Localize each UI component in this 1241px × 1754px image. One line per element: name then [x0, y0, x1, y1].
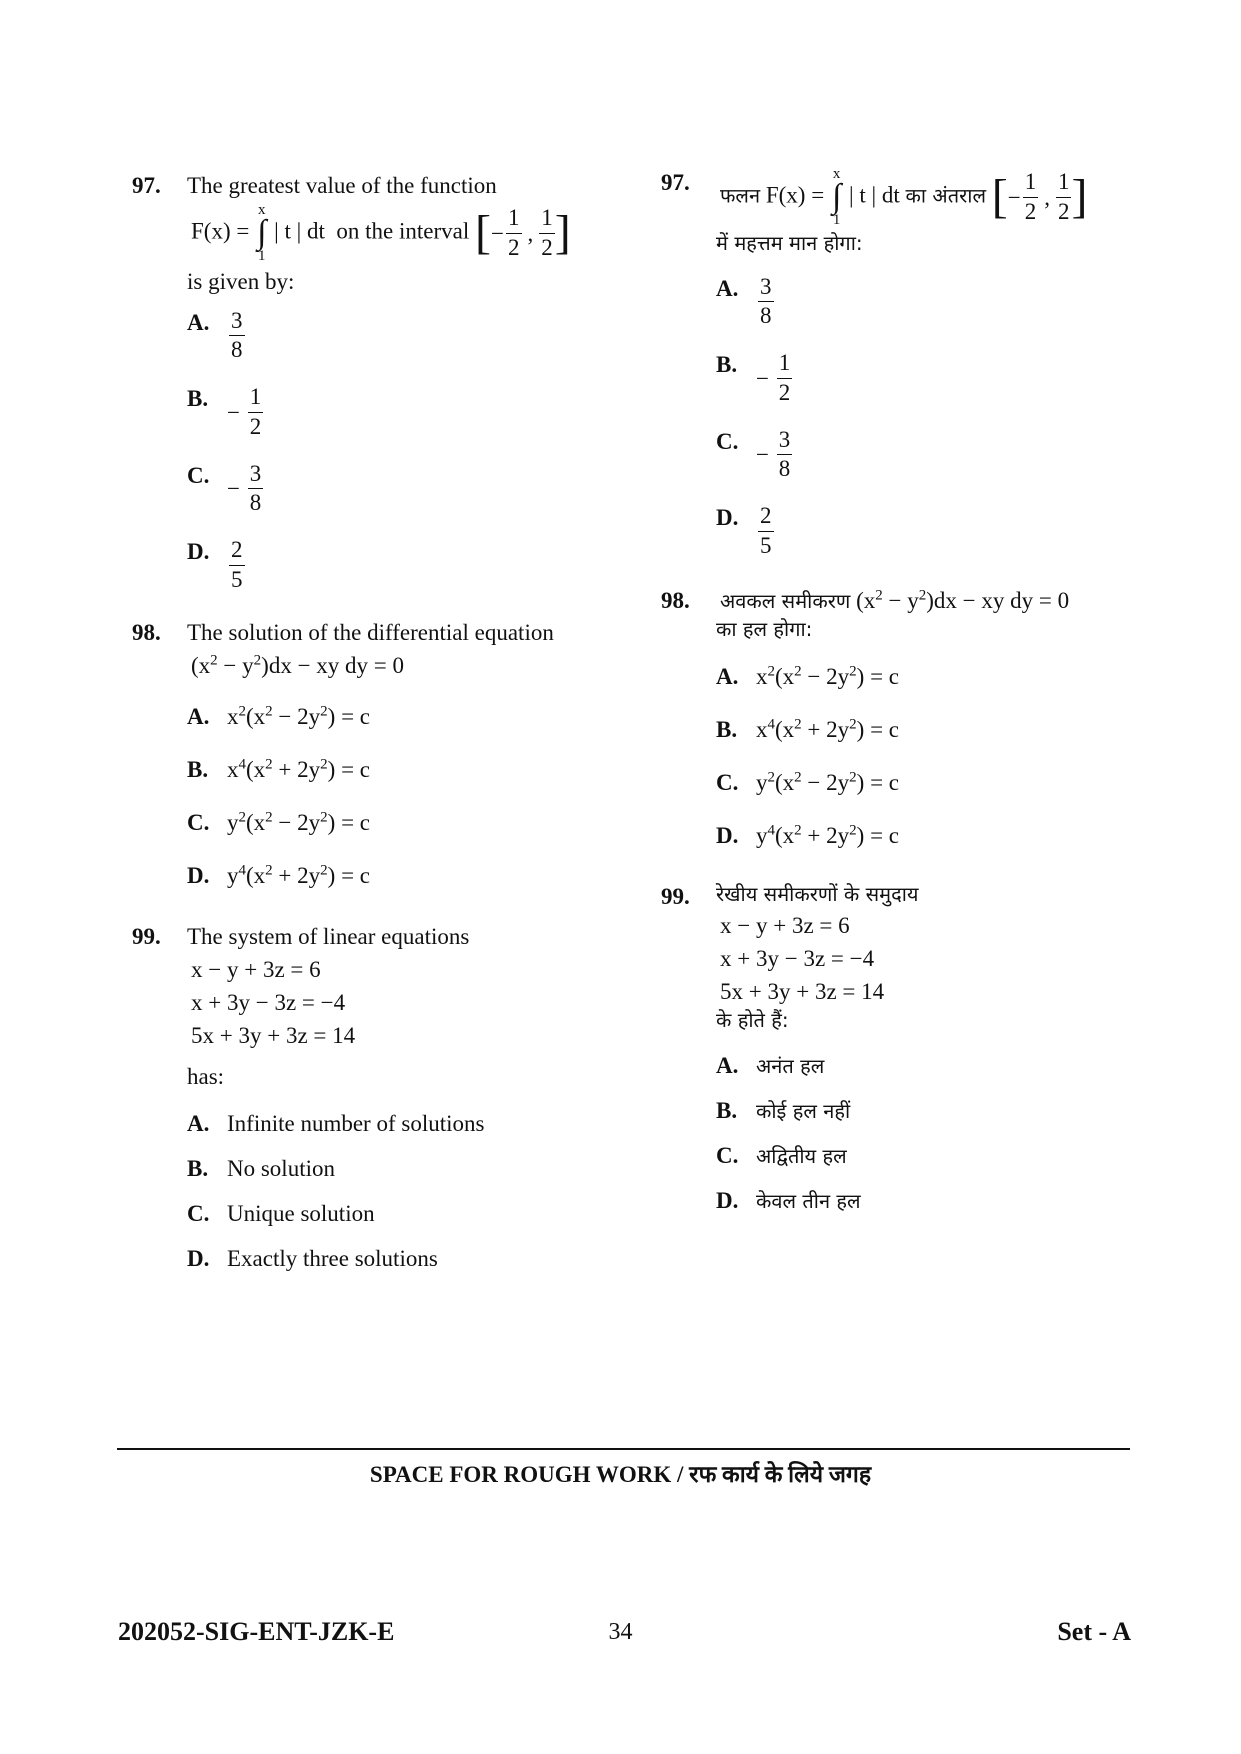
option-d[interactable]: D. Exactly three solutions — [187, 1246, 438, 1272]
equation-1: x − y + 3z = 6 — [191, 957, 321, 983]
question-stem: रेखीय समीकरणों के समुदाय — [716, 881, 919, 906]
equation-1: x − y + 3z = 6 — [720, 912, 850, 938]
differential-equation: अवकल समीकरण $(x^2 - y^2)dx$ − xy dy = 0 — [720, 586, 1070, 613]
integral-sign: x ∫ 1 — [257, 202, 267, 264]
function-definition: F(x) = x ∫ 1 | t | dt on the interval [ − $\frac{1}{2}$ , $\frac{1}{2}$ ] — [191, 202, 571, 264]
option-a[interactable]: A. $\frac{3}{8}$ — [716, 273, 772, 329]
question-tail: में महत्तम मान होगा: — [716, 230, 863, 255]
option-d[interactable]: D. $\frac{2}{5}$ — [187, 537, 243, 592]
question-number: 97. — [132, 173, 161, 198]
function-definition: फलन F(x) = x ∫ 1 | t | dt का अंतराल [ − $\frac{1}{2}$ , $\frac{1}{2}$ ] — [720, 166, 1088, 228]
equation-3: 5x + 3y + 3z = 14 — [191, 1023, 356, 1049]
option-d[interactable]: D. $\frac{2}{5}$ — [716, 503, 772, 558]
english-column — [132, 170, 602, 1288]
question-98-en: 98. The solution of the differential equation $(x^2 - y^2)dx$ − xy dy = 0 A. $x^2(x^2 - 2y^2) = c$ B. $x^4(x^2 + 2y^2) = c$ C. $y^2(x^2 - 2y^2) = c$ D. $y^4(x^2 + 2y^2) = c$ — [132, 617, 602, 891]
option-b[interactable]: B. कोई हल नहीं — [716, 1098, 851, 1124]
integral-sign: x ∫ 1 — [831, 166, 842, 228]
option-a[interactable]: A. $x^2(x^2 - 2y^2) = c$ — [716, 662, 899, 689]
question-tail: का हल होगा: — [716, 616, 813, 641]
question-99-en: 99. The system of linear equations x − y + 3z = 6 x + 3y − 3z = −4 5x + 3y + 3z = 14 has: A. Infinite number of solutions B. No solution C. Unique solution D. Exactly three solutions — [132, 921, 602, 1274]
divider-line — [117, 1448, 1130, 1450]
option-a[interactable]: A. Infinite number of solutions — [187, 1111, 485, 1137]
option-c[interactable]: C. अद्वितीय हल — [716, 1143, 847, 1169]
option-a[interactable]: A. $x^2(x^2 - 2y^2) = c$ — [187, 703, 370, 729]
question-tail: has: — [187, 1064, 225, 1090]
interval-bracket: [ − $\frac{1}{2}$ , $\frac{1}{2}$ ] — [475, 205, 571, 260]
option-c[interactable]: C. − $\frac{3}{8}$ — [187, 460, 262, 516]
option-d[interactable]: D. $y^4(x^2 + 2y^2) = c$ — [187, 862, 370, 888]
rough-work-label: SPACE FOR ROUGH WORK / रफ कार्य के लिये जगह — [369, 1462, 872, 1487]
option-a[interactable]: A. अनंत हल — [716, 1052, 825, 1078]
question-tail: is given by: — [187, 268, 295, 294]
interval-bracket: [ − $\frac{1}{2}$ , $\frac{1}{2}$ ] — [991, 169, 1088, 224]
set-label: Set - A — [1057, 1617, 1131, 1646]
option-c[interactable]: C. − $\frac{3}{8}$ — [716, 426, 791, 482]
equation-3: 5x + 3y + 3z = 14 — [720, 978, 885, 1004]
option-b[interactable]: B. − $\frac{1}{2}$ — [716, 350, 791, 405]
equation-2: x + 3y − 3z = −4 — [720, 945, 875, 971]
question-stem: The greatest value of the function — [187, 173, 497, 198]
question-98-hi: 98. अवकल समीकरण $(x^2 - y^2)dx$ − xy dy = 0 का हल होगा: A. $x^2(x^2 - 2y^2) = c$ B. $x^4(x^2 + 2y^2) = c$ C. $y^2(x^2 - 2y^2) = c$ D. $y^4(x^2 + 2y^2) = c$ — [661, 585, 1131, 851]
question-97-hi: 97. फलन F(x) = x ∫ 1 | t | dt का अंतराल [ − $\frac{1}{2}$ , $\frac{1}{2}$ ] में महत्तम मान होगा: A. $\frac{3}{8}$ B. − $\frac{1}{2}$ C. − $\frac{3}{8}$ D. $\frac{2}{5}$ — [661, 167, 1131, 561]
page-number: 34 — [608, 1619, 633, 1645]
question-tail: के होते हैं: — [716, 1007, 789, 1032]
differential-equation: $(x^2 - y^2)dx$ − xy dy = 0 — [191, 652, 405, 678]
question-stem: The system of linear equations — [187, 923, 470, 949]
question-99-hi: 99. रेखीय समीकरणों के समुदाय x − y + 3z = 6 x + 3y − 3z = −4 5x + 3y + 3z = 14 के होते हैं: A. अनंत हल B. कोई हल नहीं C. अद्वितीय हल D. केवल तीन हल — [661, 881, 1131, 1216]
paper-code: 202052-SIG-ENT-JZK-E — [118, 1617, 395, 1646]
option-b[interactable]: B. $x^4(x^2 + 2y^2) = c$ — [716, 716, 899, 742]
option-b[interactable]: B. $x^4(x^2 + 2y^2) = c$ — [187, 756, 370, 782]
option-c[interactable]: C. $y^2(x^2 - 2y^2) = c$ — [716, 769, 899, 795]
option-c[interactable]: C. $y^2(x^2 - 2y^2) = c$ — [187, 809, 370, 835]
question-97-en — [132, 170, 602, 595]
equation-2: x + 3y − 3z = −4 — [191, 990, 346, 1016]
option-b[interactable]: B. No solution — [187, 1156, 335, 1182]
option-d[interactable]: D. $y^4(x^2 + 2y^2) = c$ — [716, 822, 899, 848]
option-d[interactable]: D. केवल तीन हल — [716, 1188, 861, 1214]
option-a[interactable]: A. $\frac{3}{8}$ — [187, 307, 243, 363]
option-b[interactable]: B. − $\frac{1}{2}$ — [187, 384, 262, 439]
hindi-column — [661, 165, 1131, 1230]
question-stem: The solution of the differential equation — [187, 619, 554, 645]
options — [187, 307, 602, 595]
option-c[interactable]: C. Unique solution — [187, 1201, 375, 1227]
